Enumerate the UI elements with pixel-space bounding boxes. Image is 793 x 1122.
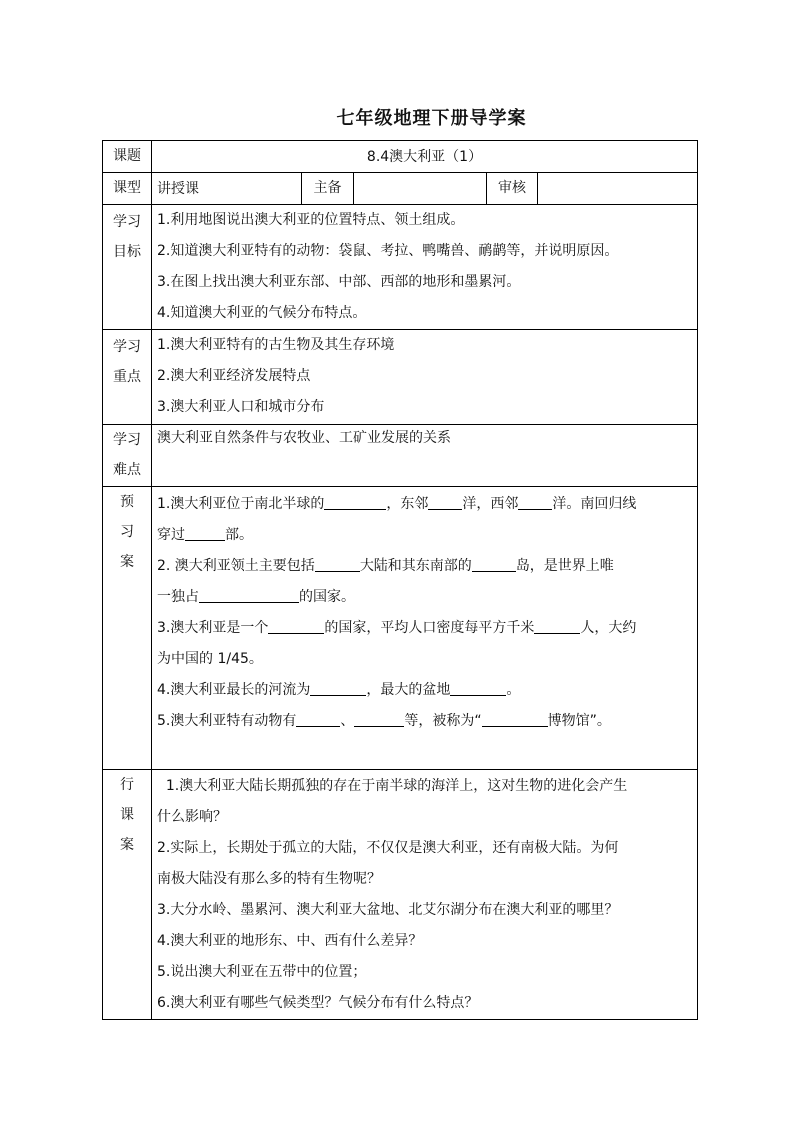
answer-blank[interactable]	[185, 522, 225, 541]
preview-question-1: 1.澳大利亚位于南北半球的 ，东邻 洋，西邻 洋。南回归线	[157, 489, 692, 520]
keypoints-row	[103, 330, 698, 425]
topic-label: 课题	[103, 141, 152, 173]
goal-item: 2.知道澳大利亚特有的动物：袋鼠、考拉、鸭嘴兽、鸸鹋等，并说明原因。	[157, 243, 619, 259]
preview-question-4: 4.澳大利亚最长的河流为 ，最大的盆地 。	[157, 675, 692, 706]
answer-blank[interactable]	[534, 615, 580, 634]
goals-row	[103, 205, 698, 330]
preview-question-1-cont: 穿过 部。	[157, 520, 692, 551]
preview-row	[103, 487, 698, 770]
preview-content	[152, 487, 698, 770]
practice-content	[152, 770, 698, 1020]
goals-content	[152, 205, 698, 330]
answer-blank[interactable]	[296, 708, 340, 727]
review-label: 审核	[487, 173, 538, 205]
answer-blank[interactable]	[310, 677, 366, 696]
practice-question-2-cont: 南极大陆没有那么多的特有生物呢？	[157, 871, 381, 887]
practice-question-1: 1.澳大利亚大陆长期孤独的存在于南半球的海洋上，这对生物的进化会产生	[157, 778, 628, 794]
practice-question-4: 4.澳大利亚的地形东、中、西有什么差异？	[157, 933, 423, 949]
lead-label: 主备	[302, 173, 354, 205]
study-guide-table	[102, 140, 698, 1020]
difficulty-row	[103, 425, 698, 487]
practice-row	[103, 770, 698, 1020]
difficulty-label: 学习 难点	[103, 425, 152, 487]
keypoints-content	[152, 330, 698, 425]
preview-question-2-cont: 一独占 的国家。	[157, 582, 692, 613]
topic-value: 8.4澳大利亚（1）	[152, 141, 698, 173]
answer-blank[interactable]	[199, 584, 299, 603]
answer-blank[interactable]	[472, 553, 516, 572]
type-value: 讲授课	[152, 173, 302, 205]
type-row	[103, 173, 698, 205]
practice-question-2: 2.实际上，长期处于孤立的大陆，不仅仅是澳大利亚，还有南极大陆。为何	[157, 840, 619, 856]
preview-question-3-cont: 为中国的 1/45。	[157, 651, 263, 667]
goals-label: 学习 目标	[103, 205, 152, 330]
practice-question-6: 6.澳大利亚有哪些气候类型？气候分布有什么特点？	[157, 995, 479, 1011]
preview-label: 预 习 案	[103, 487, 152, 770]
lead-value[interactable]	[354, 173, 487, 205]
goal-item: 3.在图上找出澳大利亚东部、中部、西部的地形和墨累河。	[157, 274, 521, 290]
practice-question-5: 5.说出澳大利亚在五带中的位置；	[157, 964, 367, 980]
keypoint-item: 1.澳大利亚特有的古生物及其生存环境	[157, 337, 395, 353]
answer-blank[interactable]	[324, 491, 386, 510]
preview-question-2: 2. 澳大利亚领土主要包括 大陆和其东南部的 岛，是世界上唯	[157, 551, 692, 582]
topic-row	[103, 141, 698, 173]
practice-question-3: 3.大分水岭、墨累河、澳大利亚大盆地、北艾尔湖分布在澳大利亚的哪里？	[157, 902, 619, 918]
difficulty-content: 澳大利亚自然条件与农牧业、工矿业发展的关系	[152, 425, 698, 487]
keypoint-item: 3.澳大利亚人口和城市分布	[157, 399, 325, 415]
answer-blank[interactable]	[315, 553, 360, 572]
answer-blank[interactable]	[518, 491, 552, 510]
practice-label: 行 课 案	[103, 770, 152, 1020]
answer-blank[interactable]	[354, 708, 404, 727]
goal-item: 4.知道澳大利亚的气候分布特点。	[157, 305, 367, 321]
answer-blank[interactable]	[450, 677, 506, 696]
practice-question-1-cont: 什么影响？	[157, 809, 227, 825]
answer-blank[interactable]	[482, 708, 548, 727]
review-value[interactable]	[538, 173, 698, 205]
answer-blank[interactable]	[268, 615, 324, 634]
preview-question-5: 5.澳大利亚特有动物有 、 等，被称为“ 博物馆”。	[157, 706, 692, 737]
answer-blank[interactable]	[428, 491, 462, 510]
keypoints-label: 学习 重点	[103, 330, 152, 425]
preview-question-3: 3.澳大利亚是一个 的国家，平均人口密度每平方千米 人，大约	[157, 613, 692, 644]
keypoint-item: 2.澳大利亚经济发展特点	[157, 368, 311, 384]
goal-item: 1.利用地图说出澳大利亚的位置特点、领土组成。	[157, 212, 465, 228]
page-title: 七年级地理下册导学案	[336, 108, 527, 129]
type-label: 课型	[103, 173, 152, 205]
